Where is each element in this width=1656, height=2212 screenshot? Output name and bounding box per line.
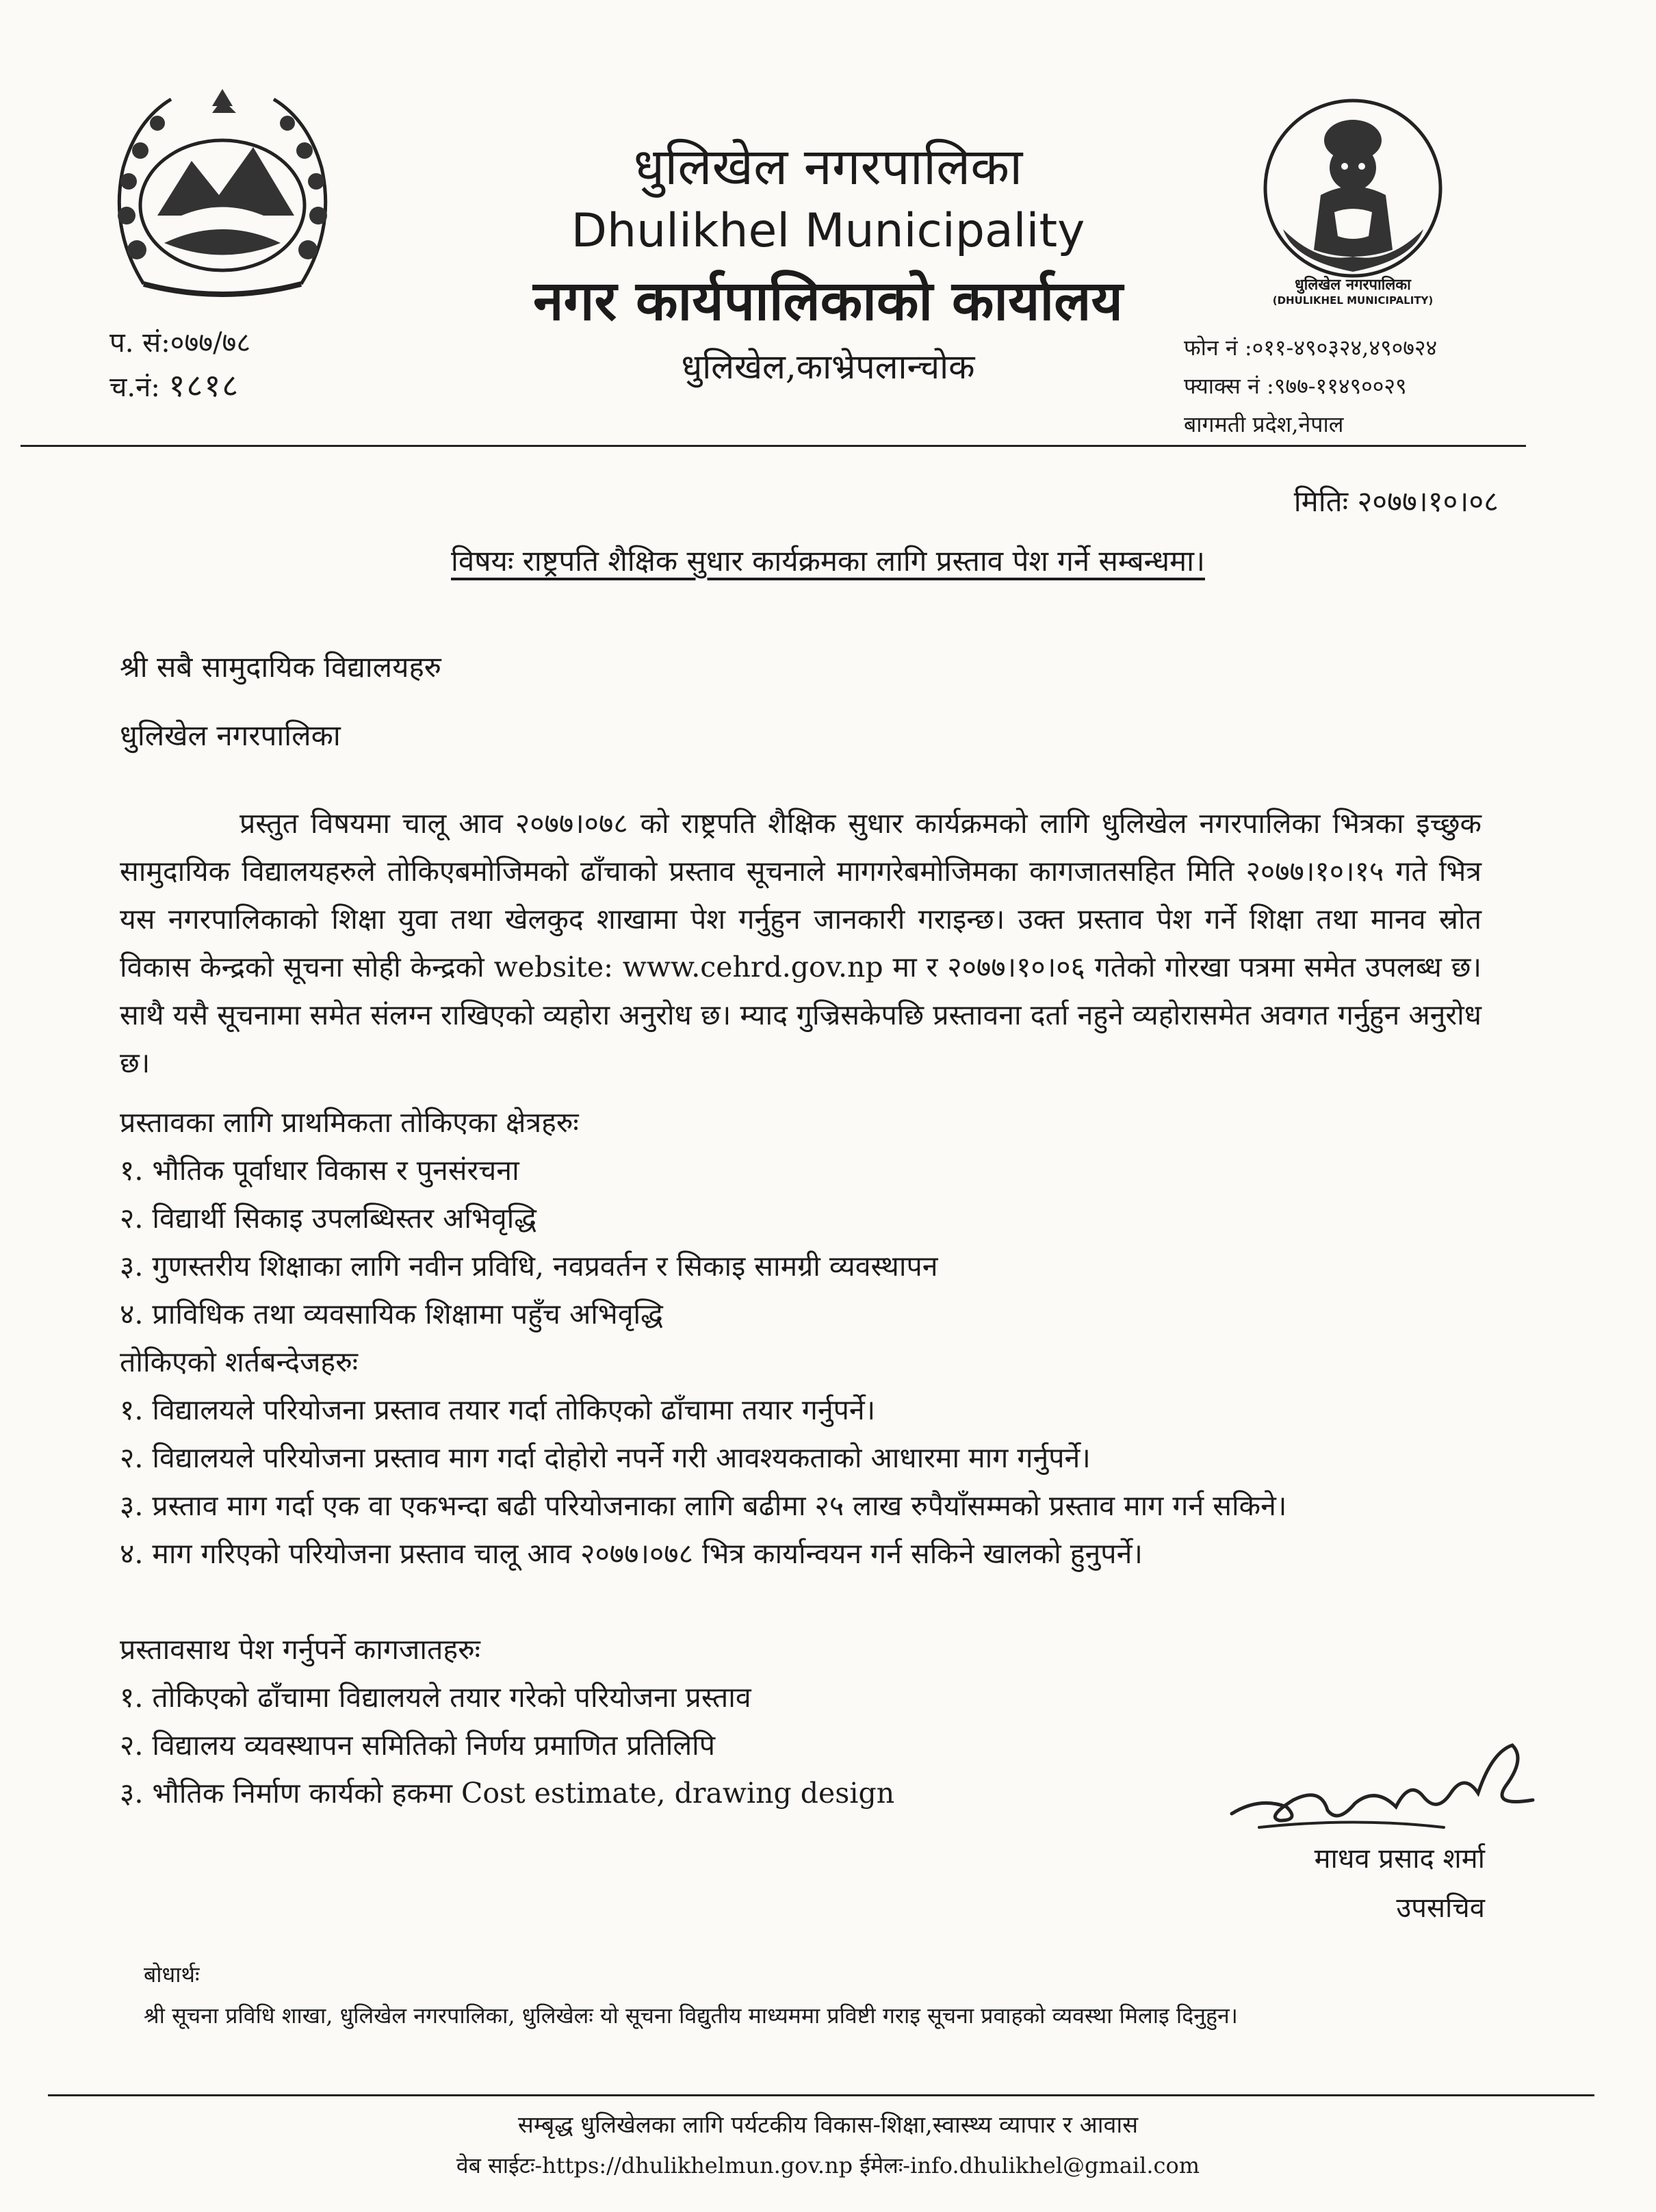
municipality-name-nepali: धुलिखेल नगरपालिका (633, 138, 1023, 196)
contact-block (1184, 329, 1437, 443)
emblem-caption-nepali: धुलिखेल नगरपालिका (1295, 276, 1411, 294)
office-location: धुलिखेल,काभ्रेपलान्चोक (681, 347, 975, 387)
chn-label: च.नं: (109, 372, 160, 403)
list-item: ३. भौतिक निर्माण कार्यको हकमा Cost estimate, drawing design (120, 1777, 895, 1810)
signatory-block (1315, 1834, 1485, 1933)
emblem-caption (1240, 274, 1466, 307)
conditions-section (120, 1338, 1286, 1578)
emblem-caption-english: (DHULIKHEL MUNICIPALITY) (1272, 294, 1434, 307)
signature-mark (1218, 1732, 1540, 1848)
list-item: २. विद्यार्थी सिकाइ उपलब्धिस्तर अभिवृद्धि (120, 1202, 537, 1235)
letter-subject (0, 541, 1656, 580)
office-name: नगर कार्यपालिकाको कार्यालय (533, 268, 1123, 333)
list-item: ४. प्राविधिक तथा व्यवसायिक शिक्षामा पहुँच अभिवृद्धि (120, 1298, 663, 1330)
cc-text: श्री सूचना प्रविधि शाखा, धुलिखेल नगरपालिका, धुलिखेलः यो सूचना विद्युतीय माध्यममा प्रविष्टी गराइ सूचना प्रवाहको व्यवस्था मिलाइ दिनुहुन। (144, 2003, 1238, 2029)
priority-section (120, 1098, 938, 1338)
recipient-line-2: धुलिखेल नगरपालिका (120, 719, 341, 752)
list-item: ३. प्रस्ताव माग गर्दा एक वा एकभन्दा बढी परियोजनाका लागि बढीमा २५ लाख रुपैयाँसम्मको प्रस्ताव माग गर्न सकिने। (120, 1489, 1287, 1522)
deity-emblem-icon (1256, 92, 1451, 298)
priority-heading: प्रस्तावका लागि प्राथमिकता तोकिएका क्षेत्रहरुः (120, 1106, 579, 1139)
letter-body: प्रस्तुत विषयमा चालू आव २०७७।०७८ को राष्ट्रपति शैक्षिक सुधार कार्यक्रमको लागि धुलिखेल नगरपालिका भित्रका इच्छुक सामुदायिक विद्यालयहरुले तोकिएबमोजिमको ढाँचाको प्रस्ताव सूचनाले मागगरेबमोजिमका कागजातसहित मिति २०७७।१०।१५ गते भित्र यस नगरपालिकाको शिक्षा युवा तथा खेलकुद शाखामा पेश गर्नुहुन जानकारी गराइन्छ। उक्त प्रस्ताव पेश गर्ने शिक्षा तथा मानव स्रोत विकास केन्द्रको सूचना सोही केन्द्रको website: www.cehrd.gov.np मा र २०७७।१०।०६ गतेको गोरखा पत्रमा समेत उपलब्ध छ। साथै यसै सूचनामा समेत संलग्न राखिएको व्यहोरा अनुरोध छ। म्याद गुज्रिसकेपछि प्रस्तावना दर्ता नहुने व्यहोरासमेत अवगत गर्नुहुन अनुरोध छ। (120, 807, 1482, 1079)
phone-number: फोन नं :०११-४९०३२४,४९०७२४ (1184, 335, 1438, 361)
letter-ps-number: प. सं:०७७/७८ (109, 327, 251, 359)
recipient-line-1: श्री सबै सामुदायिक विद्यालयहरु (120, 650, 441, 684)
municipality-name-english: Dhulikhel Municipality (571, 204, 1085, 258)
cc-label: बोधार्थः (144, 1962, 200, 1988)
list-item: ४. माग गरिएको परियोजना प्रस्ताव चालू आव २०७७।०७८ भित्र कार्यान्वयन गर्न सकिने खालको हुनुपर्ने। (120, 1537, 1143, 1570)
footer-divider (48, 2094, 1594, 2096)
footer-tagline: सम्बृद्ध धुलिखेलका लागि पर्यटकीय विकास-शिक्षा,स्वास्थ्य व्यापार र आवास (517, 2111, 1139, 2139)
list-item: १. विद्यालयले परियोजना प्रस्ताव तयार गर्दा तोकिएको ढाँचामा तयार गर्नुपर्ने। (120, 1393, 876, 1426)
letter-date: मितिः २०७७।१०।०८ (1293, 485, 1499, 518)
list-item: १. भौतिक पूर्वाधार विकास र पुनसंरचना (120, 1154, 519, 1187)
signatory-name: माधव प्रसाद शर्मा (1314, 1843, 1485, 1875)
documents-heading: प्रस्तावसाथ पेश गर्नुपर्ने कागजातहरुः (120, 1633, 480, 1666)
header-divider (21, 445, 1526, 447)
list-item: ३. गुणस्तरीय शिक्षाका लागि नवीन प्रविधि, नवप्रवर्तन र सिकाइ सामग्री व्यवस्थापन (120, 1250, 938, 1283)
reference-numbers (109, 322, 250, 409)
documents-section (120, 1625, 894, 1817)
signatory-title: उपसचिव (1396, 1892, 1485, 1924)
letter-subject-text: विषयः राष्ट्रपति शैक्षिक सुधार कार्यक्रमका लागि प्रस्ताव पेश गर्ने सम्बन्धमा। (451, 544, 1205, 578)
list-item: १. तोकिएको ढाँचामा विद्यालयले तयार गरेको परियोजना प्रस्ताव (120, 1681, 751, 1714)
conditions-heading: तोकिएको शर्तबन्देजहरुः (120, 1346, 359, 1378)
footer-contact: वेब साईटः-https://dhulikhelmun.gov.np ईमेलः-info.dhulikhel@gmail.com (456, 2152, 1200, 2178)
list-item: २. विद्यालय व्यवस्थापन समितिको निर्णय प्रमाणित प्रतिलिपि (120, 1729, 716, 1762)
fax-number: फ्याक्स नं :९७७-११४९००२९ (1184, 373, 1407, 399)
chn-value: १८१८ (168, 367, 240, 404)
cc-block (144, 1954, 1238, 2036)
recipient-block (120, 633, 441, 770)
letter-chn-number (109, 364, 250, 409)
list-item: २. विद्यालयले परियोजना प्रस्ताव माग गर्दा दोहोरो नपर्ने गरी आवश्यकताको आधारमा माग गर्नुपर्ने। (120, 1441, 1091, 1474)
province-address: बागमती प्रदेश,नेपाल (1184, 411, 1344, 437)
